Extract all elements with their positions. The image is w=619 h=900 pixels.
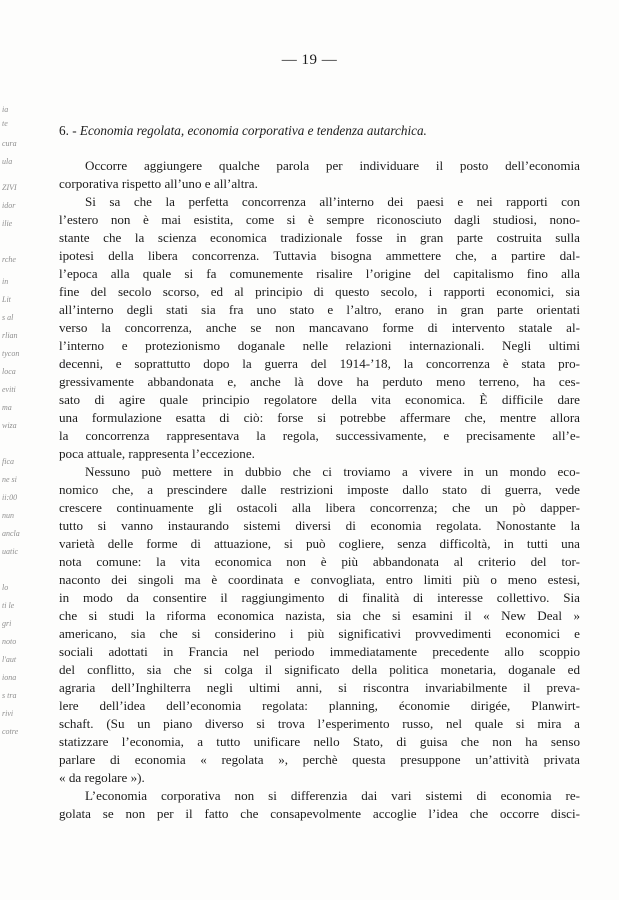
margin-fragment: ZIVI bbox=[2, 183, 17, 192]
margin-fragment: ula bbox=[2, 157, 13, 166]
text-line: varietà delle forme di attuazione, si può cogliere, senza difficoltà, in tutti una bbox=[59, 536, 580, 551]
text-line: l’epoca alla quale si fa comunemente risalire l’origine del capitalismo fino alla bbox=[59, 266, 580, 281]
text-line: che si studi la riforma economica nazista, sia che si esamini il « New Deal » bbox=[59, 608, 580, 623]
text-line: in modo da consentire il raggiungimento di finalità di interesse collettivo. Sia bbox=[59, 590, 580, 605]
text-line: sato di agire quale principio regolatore della vita economica. È difficile dare bbox=[59, 392, 580, 407]
margin-fragment: rlian bbox=[2, 331, 18, 340]
text-line: « da regolare »). bbox=[59, 770, 145, 785]
text-line: gressivamente abbandonata e, anche là dove ha perduto meno terreno, ha ces- bbox=[59, 374, 580, 389]
text-line: schaft. (Su un piano diverso si trova l’esperimento russo, nel quale si mira a bbox=[59, 716, 580, 731]
margin-fragment: cotre bbox=[2, 727, 19, 736]
text-line: crescere continuamente gli ostacoli alla libera concorrenza; che un pò dapper- bbox=[59, 500, 580, 515]
margin-fragment: in bbox=[2, 277, 9, 286]
text-line: l’interno e protezionismo doganale nelle relazioni internazionali. Negli ultimi bbox=[59, 338, 580, 353]
text-line: verso la concorrenza, anche se non mancavano forme di intervento statale al- bbox=[59, 320, 580, 335]
margin-fragment: ma bbox=[2, 403, 12, 412]
margin-fragment: ia bbox=[2, 105, 9, 114]
text-line: del conflitto, sia che si colga il significato della politica monetaria, doganale ed bbox=[59, 662, 580, 677]
text-line: decenni, e soprattutto dopo la guerra del 1914-’18, la concorrenza è stata pro- bbox=[59, 356, 580, 371]
section-heading bbox=[59, 123, 579, 139]
text-line: tutto si vanno instaurando sistemi diversi di economia regolata. Nonostante la bbox=[59, 518, 580, 533]
margin-fragment: uatic bbox=[2, 547, 18, 556]
margin-fragment: nun bbox=[2, 511, 14, 520]
margin-fragment: wiza bbox=[2, 421, 17, 430]
margin-fragment: ilie bbox=[2, 219, 13, 228]
margin-fragment: ancla bbox=[2, 529, 20, 538]
margin-fragment: s al bbox=[2, 313, 14, 322]
margin-fragment: tycon bbox=[2, 349, 20, 358]
margin-fragment: ii:00 bbox=[2, 493, 18, 502]
text-line: ipotesi della libera concorrenza. Tuttavia bisogna ammettere che, a partire dal- bbox=[59, 248, 580, 263]
margin-fragment: eviti bbox=[2, 385, 16, 394]
text-line: all’interno degli stati sia fra uno stato e l’altro, erano in gran parte orientati bbox=[59, 302, 580, 317]
text-line: fine del secolo scorso, ed al principio di questo secolo, i rapporti economici, sia bbox=[59, 284, 580, 299]
text-line: parlare di economia « regolata », perchè questa presuppone un’attività privata bbox=[59, 752, 580, 767]
margin-fragment: cura bbox=[2, 139, 17, 148]
section-title: Economia regolata, economia corporativa e tendenza autarchica. bbox=[79, 123, 427, 138]
text-line: Nessuno può mettere in dubbio che ci troviamo a vivere in un mondo eco- bbox=[85, 464, 580, 479]
text-line: stante che la scienza economica tradizionale fosse in gran parte costruita sulla bbox=[59, 230, 580, 245]
margin-fragment: te bbox=[2, 119, 8, 128]
text-line: americano, sia che si considerino i più significativi provvedimenti economici e bbox=[59, 626, 580, 641]
text-line: golata se non per il fatto che consapevolmente accoglie l’idea che occorre disci- bbox=[59, 806, 580, 821]
text-line: lere dell’idea dell’economia regolata: planning, économie dirigée, Planwirt- bbox=[59, 698, 580, 713]
text-line: poca attuale, rappresenta l’eccezione. bbox=[59, 446, 255, 461]
margin-fragment: rivi bbox=[2, 709, 14, 718]
page-number: — 19 — bbox=[281, 52, 338, 68]
text-line: Si sa che la perfetta concorrenza all’interno dei paesi e nei rapporti con bbox=[85, 194, 580, 209]
text-line: una formulazione esatta di ciò: forse si potrebbe affermare che, mentre allora bbox=[59, 410, 580, 425]
margin-fragment: gri bbox=[2, 619, 12, 628]
margin-fragment: iona bbox=[2, 673, 17, 682]
text-line: Occorre aggiungere qualche parola per individuare il posto dell’economia bbox=[85, 158, 580, 173]
text-line: statizzare l’economia, a tutto unificare nello Stato, di guisa che non ha senso bbox=[59, 734, 580, 749]
margin-fragment: lo bbox=[2, 583, 9, 592]
margin-fragment: noto bbox=[2, 637, 17, 646]
text-line: nota comune: la vita economica non è più abbandonata al criterio del tor- bbox=[59, 554, 580, 569]
text-line: l’estero non è mai esistita, come si è sempre riconosciuto dagli studiosi, nono- bbox=[59, 212, 580, 227]
text-line: nomico che, a prescindere dalle restrizioni imposte dallo stato di guerra, vede bbox=[59, 482, 580, 497]
section-number: 6. - bbox=[59, 123, 77, 138]
margin-fragment: l'aut bbox=[2, 655, 17, 664]
text-line: corporativa rispetto all’uno e all’altra. bbox=[59, 176, 258, 191]
text-line: L’economia corporativa non si differenzia dai vari sistemi di economia re- bbox=[85, 788, 580, 803]
text-line: naconto dei singoli ma è coordinata e convogliata, entro limiti più o meno estesi, bbox=[59, 572, 580, 587]
margin-fragment: Lit bbox=[2, 295, 11, 304]
margin-fragment: idor bbox=[2, 201, 16, 210]
margin-fragment: rche bbox=[2, 255, 16, 264]
margin-fragment: s tra bbox=[2, 691, 17, 700]
text-line: la concorrenza rappresentava la regola, successivamente, e precisamente all’e- bbox=[59, 428, 580, 443]
margin-bleed-through bbox=[0, 95, 36, 795]
margin-fragment: ti le bbox=[2, 601, 15, 610]
margin-fragment: ne si bbox=[2, 475, 17, 484]
margin-fragment: loca bbox=[2, 367, 16, 376]
text-line: agraria dell’Inghilterra negli ultimi anni, si riscontra invariabilmente il preva- bbox=[59, 680, 580, 695]
text-line: sociali adottati in Francia nel periodo immediatamente precedente allo scoppio bbox=[59, 644, 580, 659]
margin-fragment: fica bbox=[2, 457, 14, 466]
